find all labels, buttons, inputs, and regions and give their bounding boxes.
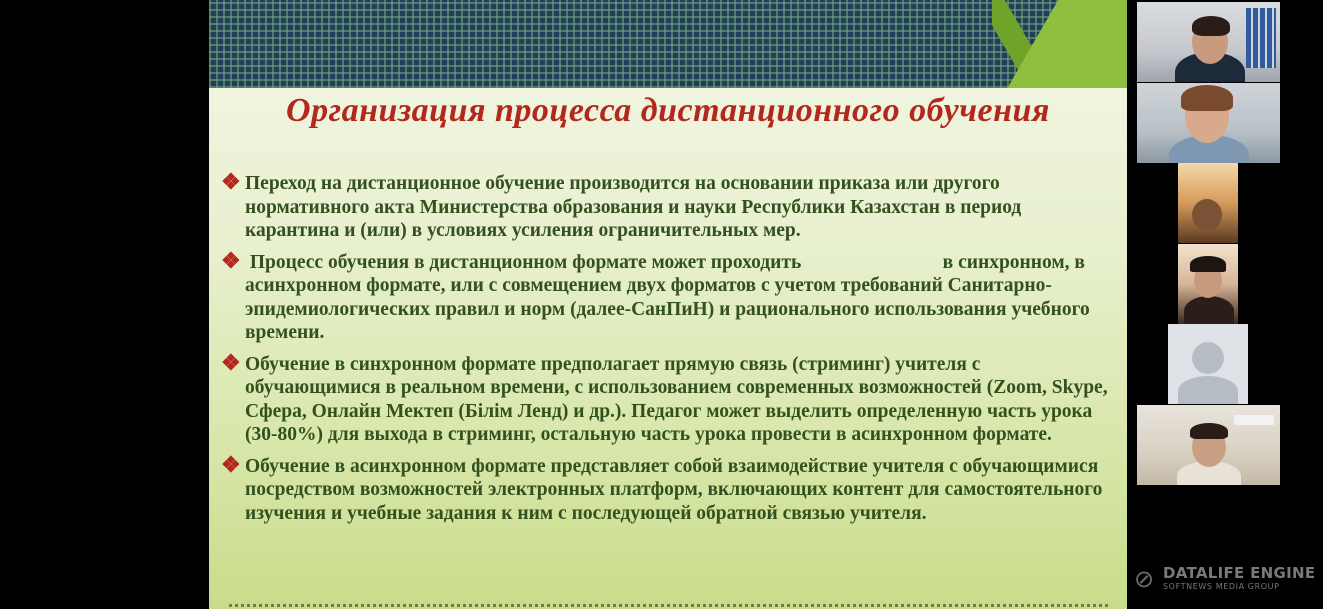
participant-headscarf bbox=[1190, 256, 1226, 272]
diamond-bullet-icon: ❖ bbox=[221, 349, 241, 375]
participant-hair bbox=[1190, 423, 1228, 439]
bullet-text: Обучение в асинхронном формате представляет собой взаимодействие учителя с обучающимися посредством возможностей электронных платформ, включающих контент для самостоятельного изучения и учебные задания к ним с последующей обратной связью учителя. bbox=[245, 455, 1103, 524]
watermark-title: DATALIFE ENGINE bbox=[1163, 564, 1316, 582]
slide-bullet-list bbox=[221, 169, 1116, 533]
participant-hair bbox=[1181, 85, 1233, 111]
slide-header-pattern bbox=[209, 0, 1127, 88]
diamond-bullet-icon: ❖ bbox=[221, 247, 241, 273]
participant-avatar-tile[interactable] bbox=[1168, 324, 1248, 404]
slide-bullet bbox=[221, 451, 1116, 526]
user-silhouette-icon bbox=[1192, 342, 1224, 374]
slide-bullet bbox=[221, 169, 1116, 243]
diamond-bullet-icon: ❖ bbox=[221, 451, 241, 477]
participant-video-tile[interactable] bbox=[1178, 163, 1238, 243]
slide-title: Организация процесса дистанционного обучения bbox=[286, 92, 1050, 129]
bullet-text: Процесс обучения в дистанционном формате может проходить в синхронном, в асинхронном формате, или с совмещением двух форматов с учетом требований Санитарно-эпидемиологических правил и норм (далее-СанПиН) и рационального использования учебного времени. bbox=[245, 251, 1095, 343]
datalife-logo-icon: ⊘ bbox=[1133, 565, 1155, 593]
slide-bullet bbox=[221, 247, 1116, 345]
slide-footer-line bbox=[229, 604, 1109, 607]
header-accent-stripe bbox=[1007, 0, 1127, 88]
presentation-slide bbox=[209, 0, 1127, 609]
participant-video-strip bbox=[1137, 0, 1280, 485]
participant-video-tile[interactable] bbox=[1137, 83, 1280, 163]
participant-video-tile[interactable] bbox=[1137, 2, 1280, 82]
participant-figure bbox=[1184, 296, 1234, 324]
participant-face bbox=[1192, 199, 1222, 231]
watermark-subtitle: SOFTNEWS MEDIA GROUP bbox=[1163, 582, 1280, 591]
background-shelf bbox=[1246, 8, 1276, 68]
bullet-text: Переход на дистанционное обучение производится на основании приказа или другого нормативного акта Министерства образования и науки Республики Казахстан в период карантина и (или) в условиях усиления ограничительных мер. bbox=[245, 173, 1022, 241]
participant-video-tile[interactable] bbox=[1137, 405, 1280, 485]
background-air-conditioner bbox=[1234, 415, 1274, 425]
participant-hair bbox=[1192, 16, 1230, 36]
slide-bullet bbox=[221, 349, 1116, 447]
participant-video-tile[interactable] bbox=[1178, 244, 1238, 324]
bullet-text: Обучение в синхронном формате предполагает прямую связь (стриминг) учителя с обучающимися в реальном времени, с использованием современных возможностей (Zoom, Skype, Сфера, Онлайн Мектеп (Білім Ленд) и др.). Педагог может выделить определенную часть урока (30-80%) для выхода в стриминг, остальную часть урока провести в асинхронном формате. bbox=[245, 353, 1108, 445]
diamond-bullet-icon: ❖ bbox=[221, 169, 241, 194]
watermark bbox=[1131, 564, 1321, 596]
user-silhouette-body bbox=[1178, 376, 1238, 404]
